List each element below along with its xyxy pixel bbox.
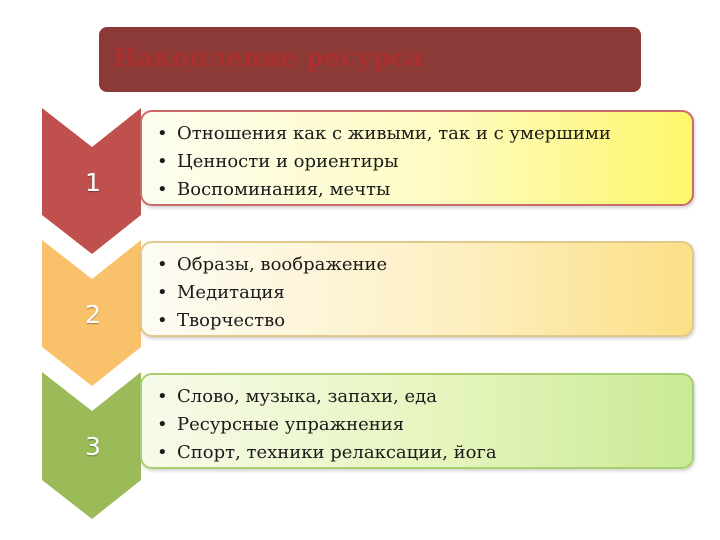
list-item: • Образы, воображение	[157, 254, 388, 275]
list-item: • Воспоминания, мечты	[157, 179, 391, 200]
step-1-list	[157, 120, 611, 204]
step-2-number: 2	[85, 300, 101, 329]
list-item: • Ресурсные упражнения	[157, 414, 405, 435]
list-item: • Слово, музыка, запахи, еда	[157, 386, 437, 407]
list-item: • Отношения как с живыми, так и с умершими	[157, 123, 611, 144]
step-3-box	[140, 373, 694, 469]
step-1-number: 1	[85, 168, 101, 197]
list-item: • Медитация	[157, 282, 285, 303]
step-3-number: 3	[85, 432, 101, 461]
step-1-box	[140, 110, 694, 206]
list-item: • Творчество	[157, 310, 286, 331]
list-item: • Ценности и ориентиры	[157, 151, 399, 172]
step-2-box	[140, 241, 694, 337]
step-2-list	[157, 251, 387, 335]
step-3-list	[157, 383, 497, 467]
list-item: • Спорт, техники релаксации, йога	[157, 442, 497, 463]
diagram-title: Накопление ресурса	[113, 43, 424, 72]
